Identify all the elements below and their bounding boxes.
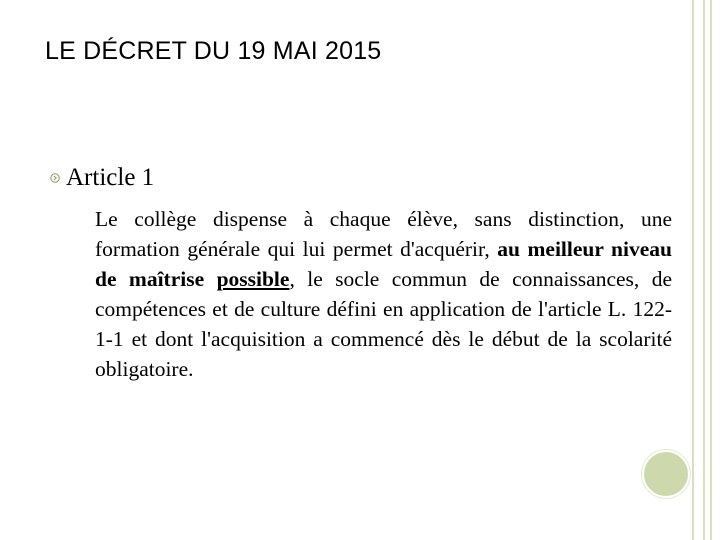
decorative-line <box>692 0 694 540</box>
decorative-circle <box>642 450 690 498</box>
paragraph-text-end: , le socle commun de connaissances, de compétences et de culture défini en application de l'article L. 122-1-1 et dont l'acquisition a commencé dès le début de la scolarité obligatoire. <box>95 267 673 381</box>
paragraph-bold-underlined-text: possible <box>216 267 290 291</box>
bullet-item <box>50 164 154 192</box>
paragraph-text: Le collège dispense à chaque élève, sans distinction, une formation générale qui lui permet d'acquérir, <box>95 207 672 261</box>
decorative-line <box>703 0 705 540</box>
paragraph-bold-text: au meilleur niveau de maîtrise <box>95 237 672 291</box>
bullet-label: Article 1 <box>66 164 155 191</box>
decorative-line <box>710 0 712 540</box>
article-paragraph <box>95 204 672 384</box>
circle-arrow-icon <box>50 173 60 183</box>
slide-title: LE DÉCRET DU 19 MAI 2015 <box>45 37 382 65</box>
